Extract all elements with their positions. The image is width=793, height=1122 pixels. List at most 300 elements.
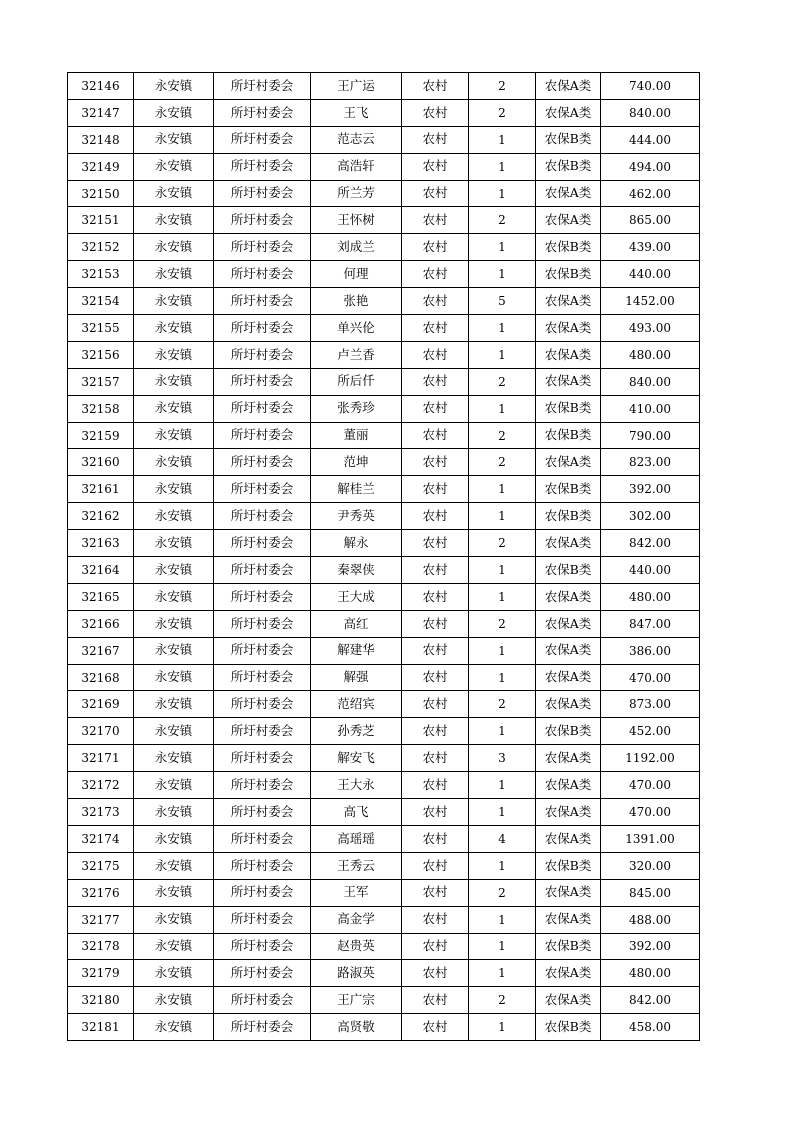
insurance-category-cell: 农保A类 xyxy=(536,99,601,126)
amount-cell: 470.00 xyxy=(601,772,700,799)
household-count-cell: 2 xyxy=(469,530,536,557)
name-cell: 王大永 xyxy=(311,772,402,799)
insurance-category-cell: 农保A类 xyxy=(536,772,601,799)
record-id-cell: 32163 xyxy=(68,530,134,557)
table-row xyxy=(68,691,700,718)
town-cell: 永安镇 xyxy=(134,180,214,207)
amount-cell: 740.00 xyxy=(601,73,700,100)
table-row xyxy=(68,180,700,207)
village-committee-cell: 所圩村委会 xyxy=(214,422,311,449)
area-type-cell: 农村 xyxy=(402,799,469,826)
name-cell: 所后仟 xyxy=(311,368,402,395)
town-cell: 永安镇 xyxy=(134,664,214,691)
amount-cell: 302.00 xyxy=(601,503,700,530)
name-cell: 孙秀芝 xyxy=(311,718,402,745)
record-id-cell: 32150 xyxy=(68,180,134,207)
record-id-cell: 32146 xyxy=(68,73,134,100)
village-committee-cell: 所圩村委会 xyxy=(214,99,311,126)
amount-cell: 470.00 xyxy=(601,664,700,691)
household-count-cell: 1 xyxy=(469,637,536,664)
record-id-cell: 32170 xyxy=(68,718,134,745)
record-id-cell: 32173 xyxy=(68,799,134,826)
town-cell: 永安镇 xyxy=(134,126,214,153)
village-committee-cell: 所圩村委会 xyxy=(214,664,311,691)
table-row xyxy=(68,799,700,826)
household-count-cell: 1 xyxy=(469,664,536,691)
table-row xyxy=(68,422,700,449)
town-cell: 永安镇 xyxy=(134,852,214,879)
household-count-cell: 1 xyxy=(469,315,536,342)
record-id-cell: 32179 xyxy=(68,960,134,987)
insurance-category-cell: 农保A类 xyxy=(536,368,601,395)
insurance-category-cell: 农保B类 xyxy=(536,718,601,745)
insurance-category-cell: 农保A类 xyxy=(536,906,601,933)
town-cell: 永安镇 xyxy=(134,637,214,664)
table-row xyxy=(68,261,700,288)
household-count-cell: 2 xyxy=(469,879,536,906)
village-committee-cell: 所圩村委会 xyxy=(214,933,311,960)
insurance-category-cell: 农保B类 xyxy=(536,557,601,584)
amount-cell: 439.00 xyxy=(601,234,700,261)
amount-cell: 790.00 xyxy=(601,422,700,449)
record-id-cell: 32157 xyxy=(68,368,134,395)
town-cell: 永安镇 xyxy=(134,772,214,799)
table-row xyxy=(68,718,700,745)
area-type-cell: 农村 xyxy=(402,288,469,315)
name-cell: 单兴伦 xyxy=(311,315,402,342)
table-row xyxy=(68,368,700,395)
household-count-cell: 1 xyxy=(469,153,536,180)
household-count-cell: 1 xyxy=(469,852,536,879)
area-type-cell: 农村 xyxy=(402,745,469,772)
name-cell: 高金学 xyxy=(311,906,402,933)
record-id-cell: 32156 xyxy=(68,341,134,368)
record-id-cell: 32178 xyxy=(68,933,134,960)
area-type-cell: 农村 xyxy=(402,180,469,207)
village-committee-cell: 所圩村委会 xyxy=(214,449,311,476)
amount-cell: 480.00 xyxy=(601,583,700,610)
town-cell: 永安镇 xyxy=(134,799,214,826)
village-committee-cell: 所圩村委会 xyxy=(214,1014,311,1041)
name-cell: 秦翠侠 xyxy=(311,557,402,584)
household-count-cell: 2 xyxy=(469,987,536,1014)
record-id-cell: 32161 xyxy=(68,476,134,503)
area-type-cell: 农村 xyxy=(402,557,469,584)
table-row xyxy=(68,772,700,799)
record-id-cell: 32181 xyxy=(68,1014,134,1041)
table-row xyxy=(68,315,700,342)
insurance-category-cell: 农保A类 xyxy=(536,664,601,691)
village-committee-cell: 所圩村委会 xyxy=(214,234,311,261)
insurance-category-cell: 农保B类 xyxy=(536,933,601,960)
area-type-cell: 农村 xyxy=(402,368,469,395)
name-cell: 高贤敬 xyxy=(311,1014,402,1041)
household-count-cell: 1 xyxy=(469,503,536,530)
town-cell: 永安镇 xyxy=(134,395,214,422)
name-cell: 王飞 xyxy=(311,99,402,126)
area-type-cell: 农村 xyxy=(402,449,469,476)
amount-cell: 1391.00 xyxy=(601,825,700,852)
amount-cell: 873.00 xyxy=(601,691,700,718)
insurance-category-cell: 农保B类 xyxy=(536,395,601,422)
name-cell: 高浩轩 xyxy=(311,153,402,180)
area-type-cell: 农村 xyxy=(402,207,469,234)
town-cell: 永安镇 xyxy=(134,933,214,960)
name-cell: 王怀树 xyxy=(311,207,402,234)
name-cell: 解建华 xyxy=(311,637,402,664)
name-cell: 范志云 xyxy=(311,126,402,153)
table-row xyxy=(68,207,700,234)
household-count-cell: 5 xyxy=(469,288,536,315)
village-committee-cell: 所圩村委会 xyxy=(214,341,311,368)
insurance-category-cell: 农保A类 xyxy=(536,960,601,987)
name-cell: 王大成 xyxy=(311,583,402,610)
record-id-cell: 32167 xyxy=(68,637,134,664)
village-committee-cell: 所圩村委会 xyxy=(214,368,311,395)
table-row xyxy=(68,933,700,960)
area-type-cell: 农村 xyxy=(402,530,469,557)
village-committee-cell: 所圩村委会 xyxy=(214,503,311,530)
name-cell: 王广运 xyxy=(311,73,402,100)
household-count-cell: 4 xyxy=(469,825,536,852)
table-row xyxy=(68,503,700,530)
table-row xyxy=(68,126,700,153)
village-committee-cell: 所圩村委会 xyxy=(214,476,311,503)
insurance-category-cell: 农保B类 xyxy=(536,476,601,503)
table-row xyxy=(68,825,700,852)
village-committee-cell: 所圩村委会 xyxy=(214,153,311,180)
record-id-cell: 32151 xyxy=(68,207,134,234)
amount-cell: 847.00 xyxy=(601,610,700,637)
area-type-cell: 农村 xyxy=(402,341,469,368)
household-count-cell: 2 xyxy=(469,73,536,100)
name-cell: 范坤 xyxy=(311,449,402,476)
name-cell: 刘成兰 xyxy=(311,234,402,261)
insurance-category-cell: 农保A类 xyxy=(536,825,601,852)
household-count-cell: 2 xyxy=(469,207,536,234)
amount-cell: 320.00 xyxy=(601,852,700,879)
name-cell: 何理 xyxy=(311,261,402,288)
insurance-category-cell: 农保A类 xyxy=(536,583,601,610)
insurance-category-cell: 农保A类 xyxy=(536,288,601,315)
household-count-cell: 2 xyxy=(469,99,536,126)
record-id-cell: 32177 xyxy=(68,906,134,933)
household-count-cell: 2 xyxy=(469,610,536,637)
table-row xyxy=(68,449,700,476)
town-cell: 永安镇 xyxy=(134,718,214,745)
name-cell: 高瑶瑶 xyxy=(311,825,402,852)
area-type-cell: 农村 xyxy=(402,610,469,637)
town-cell: 永安镇 xyxy=(134,73,214,100)
insurance-category-cell: 农保A类 xyxy=(536,691,601,718)
area-type-cell: 农村 xyxy=(402,960,469,987)
amount-cell: 842.00 xyxy=(601,987,700,1014)
insurance-category-cell: 农保A类 xyxy=(536,879,601,906)
amount-cell: 488.00 xyxy=(601,906,700,933)
area-type-cell: 农村 xyxy=(402,422,469,449)
insurance-category-cell: 农保A类 xyxy=(536,73,601,100)
insurance-category-cell: 农保A类 xyxy=(536,799,601,826)
town-cell: 永安镇 xyxy=(134,879,214,906)
town-cell: 永安镇 xyxy=(134,987,214,1014)
table-row xyxy=(68,234,700,261)
village-committee-cell: 所圩村委会 xyxy=(214,637,311,664)
amount-cell: 1452.00 xyxy=(601,288,700,315)
amount-cell: 410.00 xyxy=(601,395,700,422)
household-count-cell: 1 xyxy=(469,933,536,960)
amount-cell: 840.00 xyxy=(601,99,700,126)
household-count-cell: 3 xyxy=(469,745,536,772)
name-cell: 范绍宾 xyxy=(311,691,402,718)
amount-cell: 462.00 xyxy=(601,180,700,207)
area-type-cell: 农村 xyxy=(402,637,469,664)
area-type-cell: 农村 xyxy=(402,933,469,960)
household-count-cell: 1 xyxy=(469,234,536,261)
amount-cell: 480.00 xyxy=(601,960,700,987)
name-cell: 张秀珍 xyxy=(311,395,402,422)
household-count-cell: 1 xyxy=(469,476,536,503)
table-row xyxy=(68,341,700,368)
name-cell: 解安飞 xyxy=(311,745,402,772)
household-count-cell: 1 xyxy=(469,557,536,584)
record-id-cell: 32149 xyxy=(68,153,134,180)
insurance-category-cell: 农保B类 xyxy=(536,261,601,288)
name-cell: 路淑英 xyxy=(311,960,402,987)
town-cell: 永安镇 xyxy=(134,368,214,395)
insurance-category-cell: 农保B类 xyxy=(536,234,601,261)
name-cell: 解强 xyxy=(311,664,402,691)
records-table xyxy=(67,72,700,1041)
area-type-cell: 农村 xyxy=(402,315,469,342)
town-cell: 永安镇 xyxy=(134,691,214,718)
name-cell: 王军 xyxy=(311,879,402,906)
record-id-cell: 32172 xyxy=(68,772,134,799)
name-cell: 王广宗 xyxy=(311,987,402,1014)
town-cell: 永安镇 xyxy=(134,825,214,852)
insurance-category-cell: 农保A类 xyxy=(536,745,601,772)
household-count-cell: 1 xyxy=(469,261,536,288)
area-type-cell: 农村 xyxy=(402,261,469,288)
insurance-category-cell: 农保A类 xyxy=(536,530,601,557)
household-count-cell: 2 xyxy=(469,449,536,476)
village-committee-cell: 所圩村委会 xyxy=(214,395,311,422)
town-cell: 永安镇 xyxy=(134,288,214,315)
village-committee-cell: 所圩村委会 xyxy=(214,610,311,637)
table-row xyxy=(68,530,700,557)
town-cell: 永安镇 xyxy=(134,234,214,261)
amount-cell: 842.00 xyxy=(601,530,700,557)
village-committee-cell: 所圩村委会 xyxy=(214,691,311,718)
insurance-category-cell: 农保B类 xyxy=(536,1014,601,1041)
name-cell: 高红 xyxy=(311,610,402,637)
table-row xyxy=(68,583,700,610)
table-row xyxy=(68,987,700,1014)
amount-cell: 493.00 xyxy=(601,315,700,342)
amount-cell: 480.00 xyxy=(601,341,700,368)
village-committee-cell: 所圩村委会 xyxy=(214,261,311,288)
area-type-cell: 农村 xyxy=(402,825,469,852)
record-id-cell: 32176 xyxy=(68,879,134,906)
village-committee-cell: 所圩村委会 xyxy=(214,207,311,234)
household-count-cell: 1 xyxy=(469,395,536,422)
village-committee-cell: 所圩村委会 xyxy=(214,583,311,610)
record-id-cell: 32147 xyxy=(68,99,134,126)
record-id-cell: 32160 xyxy=(68,449,134,476)
record-id-cell: 32158 xyxy=(68,395,134,422)
village-committee-cell: 所圩村委会 xyxy=(214,772,311,799)
area-type-cell: 农村 xyxy=(402,987,469,1014)
village-committee-cell: 所圩村委会 xyxy=(214,987,311,1014)
name-cell: 卢兰香 xyxy=(311,341,402,368)
insurance-category-cell: 农保A类 xyxy=(536,341,601,368)
record-id-cell: 32165 xyxy=(68,583,134,610)
village-committee-cell: 所圩村委会 xyxy=(214,718,311,745)
amount-cell: 1192.00 xyxy=(601,745,700,772)
record-id-cell: 32168 xyxy=(68,664,134,691)
village-committee-cell: 所圩村委会 xyxy=(214,126,311,153)
town-cell: 永安镇 xyxy=(134,503,214,530)
amount-cell: 823.00 xyxy=(601,449,700,476)
town-cell: 永安镇 xyxy=(134,207,214,234)
amount-cell: 444.00 xyxy=(601,126,700,153)
record-id-cell: 32152 xyxy=(68,234,134,261)
village-committee-cell: 所圩村委会 xyxy=(214,799,311,826)
table-row xyxy=(68,852,700,879)
name-cell: 赵贵英 xyxy=(311,933,402,960)
village-committee-cell: 所圩村委会 xyxy=(214,960,311,987)
record-id-cell: 32155 xyxy=(68,315,134,342)
household-count-cell: 1 xyxy=(469,960,536,987)
table-row xyxy=(68,1014,700,1041)
record-id-cell: 32164 xyxy=(68,557,134,584)
household-count-cell: 2 xyxy=(469,691,536,718)
area-type-cell: 农村 xyxy=(402,852,469,879)
table-row xyxy=(68,153,700,180)
name-cell: 所兰芳 xyxy=(311,180,402,207)
area-type-cell: 农村 xyxy=(402,664,469,691)
table-row xyxy=(68,637,700,664)
village-committee-cell: 所圩村委会 xyxy=(214,825,311,852)
town-cell: 永安镇 xyxy=(134,906,214,933)
village-committee-cell: 所圩村委会 xyxy=(214,879,311,906)
town-cell: 永安镇 xyxy=(134,583,214,610)
area-type-cell: 农村 xyxy=(402,906,469,933)
insurance-category-cell: 农保A类 xyxy=(536,449,601,476)
table-row xyxy=(68,395,700,422)
record-id-cell: 32166 xyxy=(68,610,134,637)
town-cell: 永安镇 xyxy=(134,315,214,342)
amount-cell: 865.00 xyxy=(601,207,700,234)
amount-cell: 392.00 xyxy=(601,933,700,960)
town-cell: 永安镇 xyxy=(134,341,214,368)
household-count-cell: 1 xyxy=(469,906,536,933)
amount-cell: 840.00 xyxy=(601,368,700,395)
household-count-cell: 1 xyxy=(469,718,536,745)
town-cell: 永安镇 xyxy=(134,530,214,557)
amount-cell: 392.00 xyxy=(601,476,700,503)
record-id-cell: 32154 xyxy=(68,288,134,315)
table-row xyxy=(68,960,700,987)
amount-cell: 458.00 xyxy=(601,1014,700,1041)
town-cell: 永安镇 xyxy=(134,745,214,772)
table-row xyxy=(68,99,700,126)
record-id-cell: 32159 xyxy=(68,422,134,449)
table-row xyxy=(68,879,700,906)
insurance-category-cell: 农保A类 xyxy=(536,207,601,234)
town-cell: 永安镇 xyxy=(134,960,214,987)
area-type-cell: 农村 xyxy=(402,476,469,503)
area-type-cell: 农村 xyxy=(402,99,469,126)
insurance-category-cell: 农保B类 xyxy=(536,153,601,180)
name-cell: 王秀云 xyxy=(311,852,402,879)
village-committee-cell: 所圩村委会 xyxy=(214,530,311,557)
record-id-cell: 32148 xyxy=(68,126,134,153)
name-cell: 解桂兰 xyxy=(311,476,402,503)
area-type-cell: 农村 xyxy=(402,234,469,261)
insurance-category-cell: 农保B类 xyxy=(536,126,601,153)
household-count-cell: 1 xyxy=(469,583,536,610)
table-row xyxy=(68,73,700,100)
table-row xyxy=(68,288,700,315)
name-cell: 尹秀英 xyxy=(311,503,402,530)
amount-cell: 386.00 xyxy=(601,637,700,664)
town-cell: 永安镇 xyxy=(134,261,214,288)
insurance-category-cell: 农保B类 xyxy=(536,422,601,449)
amount-cell: 452.00 xyxy=(601,718,700,745)
table-row xyxy=(68,476,700,503)
amount-cell: 440.00 xyxy=(601,261,700,288)
table-row xyxy=(68,745,700,772)
household-count-cell: 2 xyxy=(469,368,536,395)
village-committee-cell: 所圩村委会 xyxy=(214,852,311,879)
name-cell: 董丽 xyxy=(311,422,402,449)
table-row xyxy=(68,610,700,637)
table-row xyxy=(68,664,700,691)
town-cell: 永安镇 xyxy=(134,153,214,180)
town-cell: 永安镇 xyxy=(134,449,214,476)
village-committee-cell: 所圩村委会 xyxy=(214,288,311,315)
town-cell: 永安镇 xyxy=(134,476,214,503)
area-type-cell: 农村 xyxy=(402,395,469,422)
household-count-cell: 1 xyxy=(469,772,536,799)
village-committee-cell: 所圩村委会 xyxy=(214,315,311,342)
area-type-cell: 农村 xyxy=(402,718,469,745)
household-count-cell: 2 xyxy=(469,422,536,449)
insurance-category-cell: 农保A类 xyxy=(536,637,601,664)
record-id-cell: 32171 xyxy=(68,745,134,772)
area-type-cell: 农村 xyxy=(402,503,469,530)
insurance-category-cell: 农保B类 xyxy=(536,503,601,530)
amount-cell: 494.00 xyxy=(601,153,700,180)
records-body xyxy=(68,73,700,1041)
village-committee-cell: 所圩村委会 xyxy=(214,745,311,772)
area-type-cell: 农村 xyxy=(402,583,469,610)
insurance-category-cell: 农保A类 xyxy=(536,987,601,1014)
village-committee-cell: 所圩村委会 xyxy=(214,73,311,100)
record-id-cell: 32180 xyxy=(68,987,134,1014)
name-cell: 解永 xyxy=(311,530,402,557)
name-cell: 张艳 xyxy=(311,288,402,315)
record-id-cell: 32169 xyxy=(68,691,134,718)
town-cell: 永安镇 xyxy=(134,422,214,449)
town-cell: 永安镇 xyxy=(134,557,214,584)
area-type-cell: 农村 xyxy=(402,772,469,799)
insurance-category-cell: 农保B类 xyxy=(536,852,601,879)
town-cell: 永安镇 xyxy=(134,610,214,637)
household-count-cell: 1 xyxy=(469,126,536,153)
insurance-category-cell: 农保A类 xyxy=(536,315,601,342)
record-id-cell: 32175 xyxy=(68,852,134,879)
